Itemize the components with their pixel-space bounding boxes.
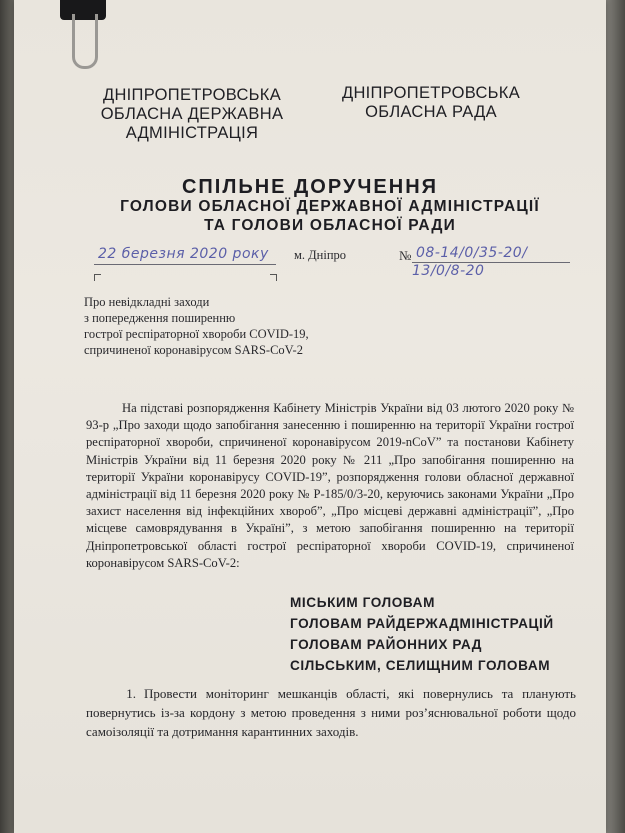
item-1: [86, 684, 576, 741]
binder-clip-icon: [60, 0, 106, 72]
addressee-2: ГОЛОВАМ РАЙДЕРЖАДМІНІСТРАЦІЙ: [290, 616, 554, 631]
addressee-list: [290, 592, 590, 676]
left-org-line-1: ДНІПРОПЕТРОВСЬКА: [102, 86, 282, 104]
subject-line-2: з попередження поширенню: [84, 311, 236, 325]
handwritten-number-line-1: 08-14/0/35-20/: [416, 245, 528, 261]
right-organization: [336, 84, 526, 122]
document-title: СПІЛЬНЕ ДОРУЧЕННЯ: [181, 176, 439, 198]
corner-mark-left: [94, 274, 101, 281]
addressee-3: ГОЛОВАМ РАЙОННИХ РАД: [290, 637, 483, 652]
item-1-text: Провести моніторинг мешканців області, які повернулись та планують повернутись із-за кордону з метою проведення з ними роз’яснювальної роботи щодо самоізоляції та дотримання карантинних заходів.: [86, 686, 576, 739]
document-subtitle-line-2: ТА ГОЛОВИ ОБЛАСНОЇ РАДИ: [204, 217, 456, 234]
handwritten-date: 22 березня 2020 року: [98, 246, 269, 262]
item-1-number: 1.: [126, 686, 136, 701]
preamble-paragraph: На підставі розпорядження Кабінету Міністрів України від 03 лютого 2020 року № 93-р „Про заходи щодо запобігання занесенню і поширенню на території України гострої респіраторної хвороби, спричиненої коронавірусом 2019-nCoV” та постанови Кабінету Міністрів України від 11 березня 2020 року № 211 „Про запобігання поширенню на території України коронавірусу COVID-19”, розпорядження голови обласної державної адміністрації від 11 березня 2020 року № Р-185/0/3-20, керуючись законами України „Про захист населення від інфекційних хвороб”, „Про місцеві державні адміністрації”, „Про місцеве самоврядування в Україні”, з метою запобігання поширенню на території Дніпропетровської області гострої респіраторної хвороби COVID-19, спричиненої коронавірусом SARS-CoV-2:: [86, 401, 574, 570]
corner-mark-right: [270, 274, 277, 281]
document-page: [14, 0, 606, 833]
subject-line-3: гострої респіраторної хвороби COVID-19,: [84, 327, 309, 341]
subject-line-1: Про невідкладні заходи: [84, 295, 210, 309]
addressee-1: МІСЬКИМ ГОЛОВАМ: [290, 595, 436, 610]
desk-right-edge: [603, 0, 625, 833]
number-sign: №: [399, 248, 412, 263]
date-underline: [94, 264, 276, 265]
right-org-line-2: ОБЛАСНА РАДА: [365, 103, 497, 121]
left-org-line-3: АДМІНІСТРАЦІЯ: [125, 124, 259, 142]
left-organization: [92, 86, 292, 143]
right-org-line-1: ДНІПРОПЕТРОВСЬКА: [341, 84, 521, 102]
addressee-4: СІЛЬСЬКИМ, СЕЛИЩНИМ ГОЛОВАМ: [290, 658, 551, 673]
subject-line-4: спричиненої коронавірусом SARS-CoV-2: [84, 343, 303, 357]
subject-block: [84, 294, 384, 358]
left-org-line-2: ОБЛАСНА ДЕРЖАВНА: [100, 105, 284, 123]
city: м. Дніпро: [294, 248, 347, 262]
handwritten-number-line-2: 13/0/8-20: [412, 263, 485, 279]
document-subtitle-line-1: ГОЛОВИ ОБЛАСНОЇ ДЕРЖАВНОЇ АДМІНІСТРАЦІЇ: [120, 198, 540, 215]
